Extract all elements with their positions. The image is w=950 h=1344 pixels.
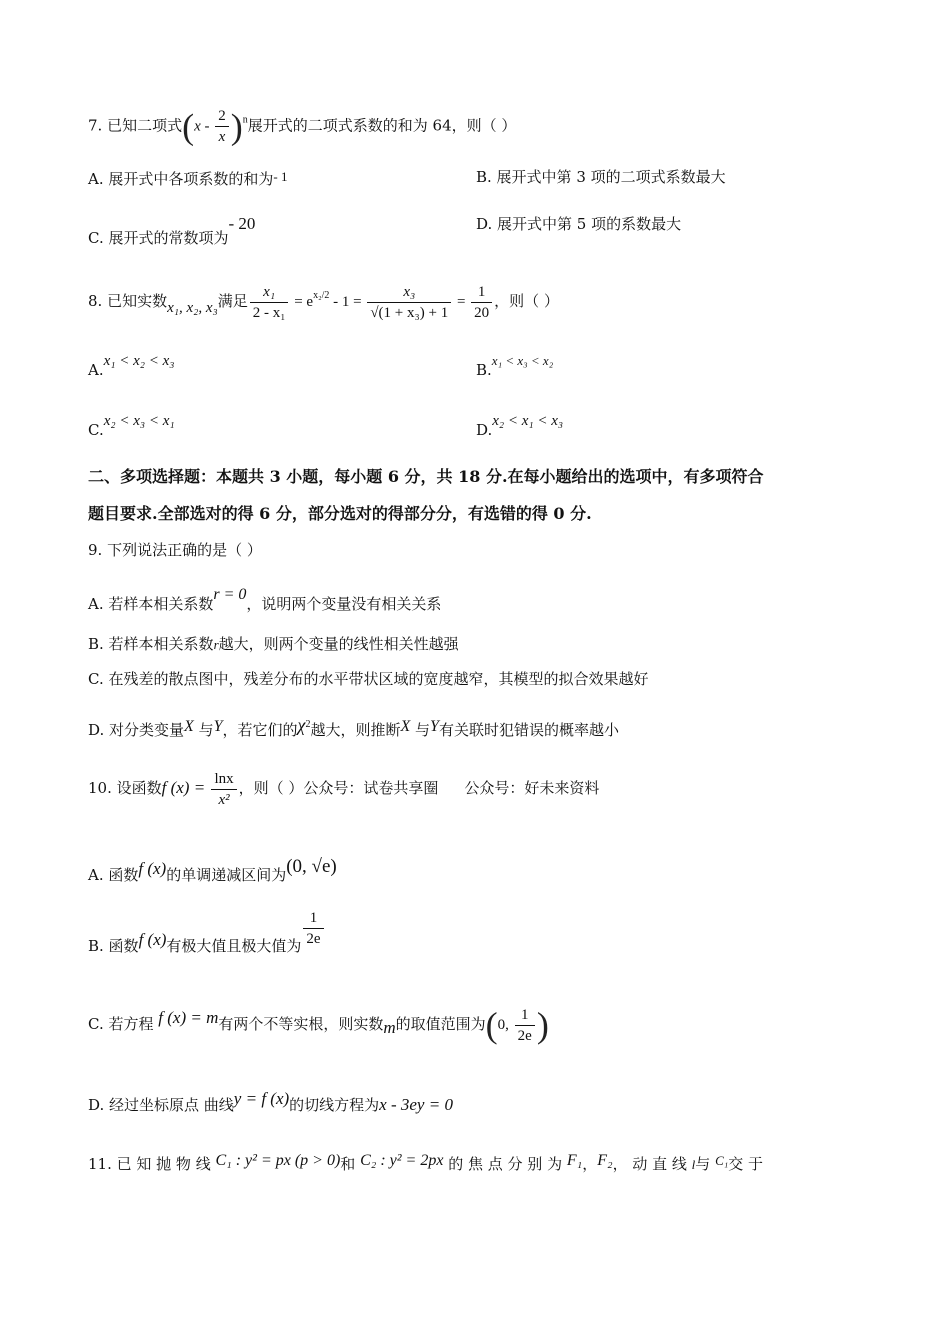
q7-option-d: D. 展开式中第 5 项的系数最大 bbox=[476, 215, 682, 233]
q10-stem: 10. 设函数f (x) = $\frac{\ln x}{\text{x²}}$ ，则（ ）公众号：试卷共享圈 公众号：好未来资料 bbox=[88, 770, 600, 808]
q9-option-c: C. 在残差的散点图中，残差分布的水平带状区域的宽度越窄，其模型的拟合效果越好 bbox=[88, 670, 649, 688]
q10-option-c: C. 若方程 f (x) = m有两个不等实根，则实数m的取值范围为(0, $\frac{1}{2e}$ ) bbox=[88, 1005, 549, 1045]
q7-stem: 7. 已知二项式(x - $\frac{2}{x}$ )$^n$展开式的二项式系数的和为 64，则（ ） bbox=[88, 106, 517, 147]
section2-heading-line1: 二、多项选择题：本题共 3 小题，每小题 6 分，共 18 分.在每小题给出的选项中，有多项符合 bbox=[88, 467, 764, 486]
q8-fraction-3: $\frac{1}{20}$ bbox=[471, 282, 492, 323]
q7-option-c: C. 展开式的常数项为- 20 bbox=[88, 214, 256, 247]
q8-option-c: C.x₂ < x₃ < x₁ bbox=[88, 413, 175, 439]
q8-option-a: A.x₁ < x₂ < x₃ bbox=[88, 353, 175, 379]
q8-fraction-2: $\frac{\text{x₃}}{\text{√(1 + x₃) + 1}}$ bbox=[367, 282, 451, 323]
q8-option-d: D.x₂ < x₁ < x₃ bbox=[476, 413, 564, 439]
q10-b-fraction: $\frac{1}{2e}$ bbox=[303, 908, 323, 949]
q10-option-b: B. 函数f (x)有极大值且极大值为 $\frac{1}{2e}$ bbox=[88, 908, 326, 970]
q10-c-fraction: $\frac{1}{2e}$ bbox=[515, 1005, 535, 1046]
q11-stem: 11. 已 知 抛 物 线 C₁ : y² = px (p > 0)和 C₂ : y² = 2px 的 焦 点 分 别 为 F₁，F₂， 动 直 线 l与 C₁交 于 bbox=[88, 1152, 764, 1173]
q9-option-b: B. 若样本相关系数r越大，则两个变量的线性相关性越强 bbox=[88, 635, 459, 653]
q10-option-a: A. 函数f (x)的单调递减区间为(0, √e) bbox=[88, 856, 337, 884]
watermark-text: 公众号：好未来资料 bbox=[464, 779, 600, 797]
q8-fraction-1: $\frac{\text{x₁}}{\text{2 - x₁}}$ bbox=[250, 282, 289, 323]
q7-option-b: B. 展开式中第 3 项的二项式系数最大 bbox=[476, 168, 726, 186]
q7-fraction: $\frac{2}{x}$ bbox=[215, 106, 229, 147]
q9-option-d: D. 对分类变量X 与Y，若它们的$\chi^2$越大，则推断X 与Y有关联时犯错误的概率越小 bbox=[88, 715, 619, 739]
q8-option-b: B.x₁ < x₃ < x₂ bbox=[476, 353, 554, 379]
q10-fraction: $\frac{\ln x}{\text{x²}}$ bbox=[211, 769, 236, 810]
q10-option-d: D. 经过坐标原点 曲线y = f (x)的切线方程为x - 3ey = 0 bbox=[88, 1089, 453, 1114]
section2-heading-line2: 题目要求.全部选对的得 6 分，部分选对的得部分分，有选错的得 0 分. bbox=[88, 504, 592, 523]
q9-stem: 9. 下列说法正确的是（ ） bbox=[88, 541, 262, 559]
q9-option-a: A. 若样本相关系数r = 0，说明两个变量没有相关关系 bbox=[88, 586, 442, 613]
q8-stem: 8. 已知实数x₁, x₂, x₃满足 $\frac{\text{x₁}}{\text{2 - x₁}}$ = $e^{x_2/2} - 1$ = $\frac{\text{x₃}}{\text{√(1 + x₃) + 1}}$ = $\frac{1}{20}$ ，则（ ） bbox=[88, 283, 559, 321]
q7-option-a: A. 展开式中各项系数的和为- 1 bbox=[88, 169, 288, 188]
